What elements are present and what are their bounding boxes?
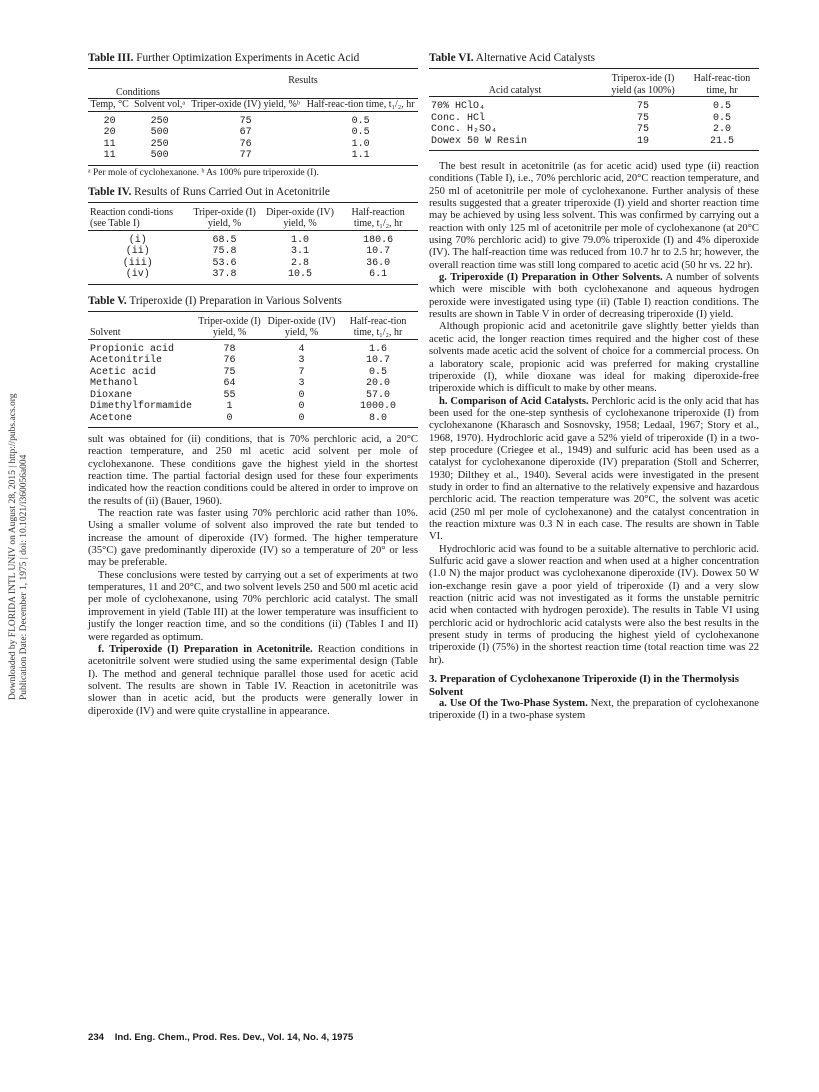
table4-body: [88, 230, 418, 284]
side-note-line1: Downloaded by FLORIDA INTL UNIV on August 28, 2015 | http://pubs.acs.org: [8, 393, 18, 700]
table3: [88, 52, 418, 178]
table6-row: [429, 136, 759, 151]
table3-body: [88, 111, 418, 165]
right-paragraph-2: [429, 272, 759, 321]
table5-cell: 55: [223, 389, 236, 401]
page-footer: [88, 1032, 353, 1043]
table5-cell: 0: [226, 412, 233, 424]
table4-label: Table IV.: [88, 185, 132, 198]
table3-yield-header: Triper-oxide (IV) yield, %ᵇ: [191, 99, 300, 110]
table3-temp-header: Temp, °C: [90, 99, 129, 110]
table5-row: [88, 390, 418, 402]
table5-cell: 75: [223, 366, 236, 378]
table5-label: Table V.: [88, 294, 127, 307]
table3-cell: 0.5: [351, 127, 370, 138]
table4-cell: 6.1: [369, 269, 388, 280]
right-paragraph-4-text: Perchloric acid is the only acid that has been used for the one-step synthesis of cyclohexanone triperoxide (I) from cyclohexanone (Kharasch and Sosnovsky, 1958; Ledaal, 1967; Story et al., 1968, 1970). Hydrochloric acid gave a 52% yield of triperoxide (I) in a two-step procedure (Criegee et al., 1949) and sulfuric acid has been used as a catalyst for cyclohexanone diperoxide (IV) preparation (Stoll and Scherrer, 1930; Dilthey et al., 1940). Several acids were investigated in the present study in order to find an alternative to the relatively expensive and hazardous perchloric acid. The reaction temperature was 20°C, the solvent was acetic acid (250 ml per mole of cyclohexanone) and the catalyst concentration in the reaction mixture was 0.3 N in each case. The results are shown in Table VI.: [429, 395, 759, 543]
table3-cell: 11: [103, 138, 116, 150]
table5: [88, 295, 418, 429]
table3-cell: 250: [150, 115, 169, 127]
table5-tri-header: Triper-oxide (I) yield, %: [198, 315, 261, 338]
table5-row: [88, 378, 418, 390]
table3-cell: 67: [239, 127, 252, 138]
table5-cell: Dimethylformamide: [90, 401, 193, 412]
table6-caption: [429, 52, 759, 65]
table3-cell: 1.0: [351, 138, 370, 150]
table4-grid: [88, 202, 418, 285]
table5-cell: 64: [223, 378, 236, 389]
table3-cell: 75: [239, 115, 252, 127]
table4-cell: 53.6: [212, 257, 237, 269]
table6-cell: 0.5: [712, 101, 731, 112]
table4-cell: (iv): [125, 269, 150, 280]
table6-half-header: Half-reac-tion time, hr: [693, 73, 751, 96]
table6-cell: Conc. HCl: [431, 112, 486, 124]
table4-tri-header: Triper-oxide (I) yield, %: [193, 206, 256, 229]
table5-caption: [88, 295, 418, 308]
table6-cell: Conc. H₂SO₄: [431, 124, 498, 135]
left-paragraph-2: The reaction rate was faster using 70% perchloric acid rather than 10%. Using a smaller volume of solvent also improved the rate but tended to increase the amount of diperoxide (IV) formed. The higher temperature (35°C) gave predominantly diperoxide (IV) so a temperature of 20° or less may be preferable.: [88, 508, 418, 569]
right-paragraph-4-heading: h. Comparison of Acid Catalysts.: [439, 395, 589, 407]
table4-cell: 75.8: [212, 246, 237, 257]
table5-body: [88, 339, 418, 428]
table5-cell: 3: [298, 355, 305, 366]
table4-cell: (ii): [125, 246, 150, 257]
table5-cell: 1.6: [369, 343, 388, 355]
right-paragraph-6-text: Next, the preparation of cyclohexanone triperoxide (I) in a two-phase system: [429, 698, 759, 722]
table4-half-header: Half-reaction time, t₁/₂, hr: [351, 206, 405, 229]
table3-conditions-header: Conditions: [88, 87, 188, 99]
table5-cell: 1: [226, 401, 233, 412]
table6-title: Alternative Acid Catalysts: [475, 52, 596, 64]
table3-row: [88, 127, 418, 139]
table5-cell: 0.5: [369, 366, 388, 378]
table5-cell: 7: [298, 366, 305, 378]
table5-half-header: Half-reac-tion time, t₁/₂, hr: [349, 315, 407, 338]
table3-cell: 76: [239, 138, 252, 150]
table4-cell: (iii): [122, 257, 153, 269]
table3-row: [88, 150, 418, 165]
section-3-heading: 3. Preparation of Cyclohexanone Triperoxide (I) in the Thermolysis Solvent: [429, 673, 740, 698]
table5-cell: 1000.0: [360, 401, 397, 412]
table3-cell: 11: [103, 150, 116, 161]
table4-cell: (i): [128, 234, 147, 246]
right-paragraph-2-text: A number of solvents which were miscible with both cyclohexanone and aqueous hydrogen peroxide were investigated using type (ii) (Table I) reaction conditions. The results are shown in Table V in order of decreasing triperoxide (I) yield.: [429, 272, 759, 321]
left-column: [88, 52, 418, 718]
table3-title: Further Optimization Experiments in Acetic Acid: [136, 52, 360, 64]
table4-cell: 36.0: [366, 257, 391, 269]
table3-label: Table III.: [88, 52, 134, 64]
table5-cell: Methanol: [90, 378, 139, 389]
table5-cell: 0: [298, 412, 305, 424]
right-column: [429, 52, 759, 723]
table6-cell: 19: [636, 135, 649, 147]
table6-cell: 75: [636, 124, 649, 135]
table5-cell: Acetonitrile: [90, 355, 163, 366]
table3-solvent-header: Solvent vol,ᵃ: [134, 99, 186, 110]
table4-cell: 68.5: [212, 234, 237, 246]
table3-cell: 0.5: [351, 115, 370, 127]
right-body-text: [429, 161, 759, 723]
right-paragraph-1: The best result in acetonitrile (as for acetic acid) used type (ii) reaction conditions (Table I), i.e., 70% perchloric acid, 20°C reaction temperature, and 250 ml of acetonitrile per mole of cyclohexanone. Further analysis of these results suggested that a greater triperoxide (I) yield and shorter reaction time may be achieved by using less solvent. This was confirmed by carrying out a reaction with only 125 ml of acetonitrile per mole of cyclohexanone (at 20°C using 70% perchloric acid) to give 79.0% triperoxide (I) and 4% diperoxide (IV). The half-reaction time was reduced from 10.7 hr to 2.5 hr; however, the overall reaction time was still long compared to acetic acid (50 hr vs. 22 hr).: [429, 161, 760, 271]
table4-title: Results of Runs Carried Out in Acetonitrile: [134, 185, 330, 198]
right-paragraph-4: [429, 396, 759, 544]
table4-di-header: Diper-oxide (IV) yield, %: [266, 206, 334, 229]
table5-row: [88, 367, 418, 379]
table6-cell: 21.5: [709, 135, 734, 147]
table4-row: [88, 258, 418, 270]
table4-cell: 3.1: [290, 246, 309, 257]
side-note-line2: Publication Date: December 1, 1975 | doi: 10.1021/i360056a004: [19, 454, 29, 700]
right-paragraph-2-heading: g. Triperoxide (I) Preparation in Other Solvents.: [439, 272, 663, 284]
table4-cell: 37.8: [212, 269, 237, 280]
table5-row: [88, 413, 418, 428]
table3-cell: 250: [150, 138, 169, 150]
table5-di-header: Diper-oxide (IV) yield, %: [267, 315, 336, 338]
table5-cell: 10.7: [366, 355, 391, 366]
table6-cell: Dowex 50 W Resin: [431, 135, 528, 147]
left-paragraph-4-heading: f. Triperoxide (I) Preparation in Acetonitrile.: [98, 643, 313, 655]
table6-grid: [429, 68, 759, 151]
table5-cell: 76: [223, 355, 236, 366]
table5-grid: [88, 311, 418, 429]
table4-cell: 10.7: [366, 246, 391, 257]
table3-half-header: Half-reac-tion time, t₁/₂, hr: [306, 99, 415, 110]
table3-row: [88, 139, 418, 151]
table5-row: [88, 355, 418, 367]
download-side-note: [8, 393, 30, 700]
table3-results-header: Results: [288, 75, 318, 86]
table5-cell: 3: [298, 378, 305, 389]
left-paragraph-1: sult was obtained for (ii) conditions, that is 70% perchloric acid, a 20°C reaction temperature, and 250 ml acetic acid solvent per mole of cyclohexanone. These conditions gave the highest yield in the shortest reaction time. The partial factorial design used for these four experiments indicated how the reaction conditions could be altered in order to improve on the results of (ii) (Bauer, 1960).: [88, 434, 418, 507]
table5-cell: 57.0: [366, 389, 391, 401]
journal-citation: Ind. Eng. Chem., Prod. Res. Dev., Vol. 14, No. 4, 1975: [114, 1032, 354, 1043]
table6-cell: 0.5: [712, 112, 731, 124]
table4-row: [88, 269, 418, 284]
table4-cell: 180.6: [363, 234, 394, 246]
table3-cell: 500: [150, 150, 169, 161]
table5-cell: Propionic acid: [90, 343, 175, 355]
table4-caption: [88, 186, 418, 199]
table3-cell: 77: [239, 150, 252, 161]
table4-cell: 2.8: [290, 257, 309, 269]
left-paragraph-4: [88, 644, 418, 718]
table4-row: [88, 246, 418, 258]
table6-cell: 2.0: [712, 124, 731, 135]
table5-cell: Dioxane: [90, 389, 133, 401]
table5-solvent-header: Solvent: [90, 327, 121, 338]
table6-row: [429, 124, 759, 136]
table5-cell: 78: [223, 343, 236, 355]
table6-cell: 75: [636, 101, 649, 112]
table5-cell: 20.0: [366, 378, 391, 389]
table4-cell: 10.5: [287, 269, 312, 280]
table3-row: [88, 111, 418, 127]
table3-cell: 20: [103, 127, 116, 138]
table3-cell: 1.1: [351, 150, 370, 161]
right-paragraph-3: Although propionic acid and acetonitrile gave slightly better yields than acetic acid, the longer reaction times required and the higher cost of these solvents made acetic acid the solvent of choice for a commercial process. On a laboratory scale, propionic acid was preferred for making crystalline triperoxide (I), while dioxane was ideal for making diperoxide-free triperoxide which is difficult to make by other means.: [429, 321, 759, 395]
table6-row: [429, 97, 759, 113]
table5-cell: Acetic acid: [90, 366, 157, 378]
table5-cell: 8.0: [369, 412, 388, 424]
table5-title: Triperoxide (I) Preparation in Various Solvents: [129, 294, 342, 307]
table3-cell: 500: [150, 127, 169, 138]
left-body-text: [88, 434, 418, 718]
table5-cell: 4: [298, 343, 305, 355]
table4-row: [88, 230, 418, 246]
table6-body: [429, 97, 759, 151]
table6-cell: 75: [636, 112, 649, 124]
right-paragraph-6: [429, 698, 759, 723]
right-paragraph-5: Hydrochloric acid was found to be a suitable alternative to perchloric acid. Sulfuric acid gave a slower reaction and when used at a higher concentration (1.0 N) the major product was cyclohexanone diperoxide (IV). Dowex 50 W ion-exchange resin gave a poor yield of triperoxide (I) and a very slow reaction (nitric acid was not investigated as it forms the unstable pernitric acid when contacted with hydrogen peroxide). The results in Table VI using perchloric acid or hydrochloric acid catalysts were also the best results in the present study in terms of producing the highest yield of cyclohexanone triperoxide (I) (75%) in the shortest reaction time (total reaction time was 22 hr).: [429, 543, 759, 666]
table5-cell: 0: [298, 401, 305, 412]
table4-cond-header: Reaction condi-tions (see Table I): [90, 206, 174, 229]
left-paragraph-4-text: Reaction conditions in acetonitrile solvent were studied using the same experimental design (Table I). The method and general technique parallel those used for acetic acid solvent. The results are shown in Table IV. Reaction in acetonitrile was slower than in acetic acid, but the products were generally lower in diperoxide (IV) and were quite crystalline in appearance.: [88, 643, 419, 717]
table3-footnote: ᵃ Per mole of cyclohexanone. ᵇ As 100% pure triperoxide (I).: [88, 167, 319, 178]
right-paragraph-6-heading: a. Use Of the Two-Phase System.: [439, 698, 588, 710]
table6-yield-header: Triperox-ide (I) yield (as 100%): [611, 73, 675, 96]
table5-row: [88, 401, 418, 413]
table5-cell: 0: [298, 389, 305, 401]
table6-acid-header: Acid catalyst: [488, 84, 542, 96]
table6-label: Table VI.: [429, 52, 474, 64]
left-paragraph-3: These conclusions were tested by carrying out a set of experiments at two temperatures, 11 and 20°C, and two solvent levels 250 and 500 ml acetic acid per mole of cyclohexanone, using 70% perchloric acid catalyst. The small improvement in yield (Table III) at the lower temperature was insufficient to justify the longer reaction time, and so the conditions (ii) (Tables I and II) were regarded as optimum.: [88, 569, 418, 643]
table4: [88, 186, 418, 285]
table3-cell: 20: [103, 115, 116, 127]
table6: [429, 52, 759, 151]
table6-row: [429, 113, 759, 125]
table3-grid: [88, 68, 418, 166]
page-number: 234: [88, 1032, 105, 1043]
table3-caption: [88, 52, 418, 65]
table6-cell: 70% HClO₄: [431, 101, 486, 112]
table5-cell: Acetone: [90, 412, 133, 424]
table4-cell: 1.0: [290, 234, 309, 246]
table5-row: [88, 339, 418, 355]
